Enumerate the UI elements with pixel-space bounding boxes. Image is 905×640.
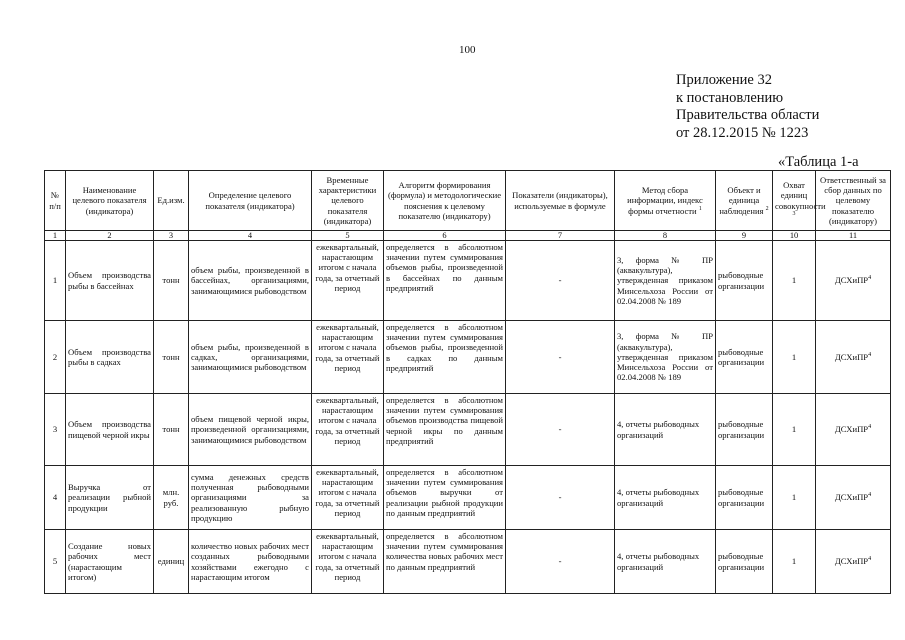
collection-method: 3, форма № ПР (аквакультура), утвержденная приказом Минсельхоза России от 02.04.2008 № 189 (615, 321, 716, 394)
column-number: 6 (384, 231, 506, 241)
footnote-marker: 4 (868, 275, 872, 282)
table-header-row (45, 171, 891, 231)
footnote-marker: 1 (698, 205, 702, 212)
footnote-marker: 4 (868, 424, 872, 431)
table-row (45, 530, 891, 594)
responsible-text: ДСХиПР (834, 351, 869, 362)
appendix-line: Приложение 32 (676, 72, 772, 88)
observation-object: рыбоводные организации (716, 394, 773, 466)
time-characteristics: ежеквартальный, нарастающим итогом с начала года, за отчетный период (312, 321, 384, 394)
collection-method: 4, отчеты рыбоводных организаций (615, 466, 716, 530)
indicator-definition: объем рыбы, произведенной в садках, организациями, занимающимися рыбоводством (189, 321, 312, 394)
calculation-algorithm: определяется в абсолютном значении путем суммирования объемов рыбы, произведенной в садках по данным предприятий (384, 321, 506, 394)
header-cell (773, 171, 826, 231)
indicator-name: Создание новых рабочих мест (нарастающим итогом) (66, 530, 154, 594)
header-cell: Наименование целевого показателя (индикатора) (66, 171, 154, 231)
header-cell: Ед.изм. (154, 171, 189, 231)
indicator-name: Объем производства рыбы в садках (66, 321, 154, 394)
responsible-party (816, 530, 891, 594)
table-row (45, 241, 891, 321)
footnote-marker: 4 (868, 556, 872, 563)
indicator-definition: объем пищевой черной икры, произведенной организациями, занимающимися рыбоводством (189, 394, 312, 466)
responsible-text: ДСХиПР (834, 275, 869, 286)
collection-method: 4, отчеты рыбоводных организаций (615, 394, 716, 466)
responsible-party (816, 394, 891, 466)
formula-indicators: - (506, 321, 615, 394)
header-cell: Временные характеристики целевого показателя (индикатора) (312, 171, 384, 231)
indicator-definition: объем рыбы, произведенной в бассейнах, организациями, занимающимися рыбоводством (189, 241, 312, 321)
appendix-line: Правительства области (676, 107, 820, 123)
indicator-name: Объем производства рыбы в бассейнах (66, 241, 154, 321)
header-cell: № п/п (45, 171, 66, 231)
header-cell: Алгоритм формирования (формула) и методологические пояснения к целевому показателю (индикатору) (384, 171, 506, 231)
appendix-line: от 28.12.2015 № 1223 (676, 124, 809, 141)
responsible-party (816, 466, 891, 530)
header-text: Метод сбора информации, индекс формы отчетности (627, 185, 703, 216)
collection-method: 4, отчеты рыбоводных организаций (615, 530, 716, 594)
header-cell: Показатели (индикаторы), используемые в формуле (506, 171, 615, 231)
footnote-marker: 3 (792, 210, 796, 217)
table-title: «Таблица 1-а (778, 154, 859, 170)
unit: млн. руб. (154, 466, 189, 530)
column-number: 4 (189, 231, 312, 241)
header-text: Охват единиц совокупности (775, 180, 826, 211)
formula-indicators: - (506, 530, 615, 594)
responsible-text: ДСХиПР (834, 424, 869, 435)
footnote-marker: 2 (765, 205, 769, 212)
column-number: 8 (615, 231, 716, 241)
formula-indicators: - (506, 394, 615, 466)
coverage: 1 (773, 321, 816, 394)
table-row (45, 394, 891, 466)
unit: тонн (154, 241, 189, 321)
observation-object: рыбоводные организации (716, 530, 773, 594)
time-characteristics: ежеквартальный, нарастающим итогом с начала года, за отчетный период (312, 241, 384, 321)
header-cell (716, 171, 773, 231)
unit: единиц (154, 530, 189, 594)
indicator-name: Выручка от реализации рыбной продукции (66, 466, 154, 530)
responsible-party (816, 241, 891, 321)
row-number: 2 (45, 321, 66, 394)
observation-object: рыбоводные организации (716, 241, 773, 321)
coverage: 1 (773, 394, 816, 466)
time-characteristics: ежеквартальный, нарастающим итогом с начала года, за отчетный период (312, 530, 384, 594)
row-number: 3 (45, 394, 66, 466)
indicator-name: Объем производства пищевой черной икры (66, 394, 154, 466)
time-characteristics: ежеквартальный, нарастающим итогом с начала года, за отчетный период (312, 394, 384, 466)
appendix-heading (676, 72, 819, 142)
calculation-algorithm: определяется в абсолютном значении путем суммирования объемов производства пищевой черной икры по данным предприятий (384, 394, 506, 466)
footnote-marker: 4 (868, 492, 872, 499)
time-characteristics: ежеквартальный, нарастающим итогом с начала года, за отчетный период (312, 466, 384, 530)
column-number: 10 (773, 231, 816, 241)
responsible-text: ДСХиПР (834, 556, 869, 567)
calculation-algorithm: определяется в абсолютном значении путем суммирования объемов выручки от реализации рыбной продукции по данным предприятий (384, 466, 506, 530)
coverage: 1 (773, 530, 816, 594)
indicator-definition: количество новых рабочих мест созданных рыбоводными хозяйствами ежегодно с нарастающим итогом (189, 530, 312, 594)
page-number: 100 (459, 44, 476, 56)
observation-object: рыбоводные организации (716, 466, 773, 530)
formula-indicators: - (506, 466, 615, 530)
column-number: 7 (506, 231, 615, 241)
collection-method: 3, форма № ПР (аквакультура), утвержденная приказом Минсельхоза России от 02.04.2008 № 189 (615, 241, 716, 321)
calculation-algorithm: определяется в абсолютном значении путем суммирования количества новых рабочих мест по данным предприятий (384, 530, 506, 594)
header-text: Объект и единица наблюдения (719, 185, 764, 216)
column-number: 1 (45, 231, 66, 241)
indicator-definition: сумма денежных средств полученная рыбоводными организациями за реализованную рыбную продукцию (189, 466, 312, 530)
unit: тонн (154, 394, 189, 466)
observation-object: рыбоводные организации (716, 321, 773, 394)
column-number: 5 (312, 231, 384, 241)
table-row (45, 321, 891, 394)
header-cell: Ответственный за сбор данных по целевому показателю (индикатору) (816, 171, 891, 231)
appendix-line: к постановлению (676, 89, 784, 106)
row-number: 1 (45, 241, 66, 321)
table-row (45, 466, 891, 530)
indicators-table (44, 170, 891, 594)
column-number: 2 (66, 231, 154, 241)
calculation-algorithm: определяется в абсолютном значении путем суммирования объемов рыбы, произведенной в бассейнах по данным предприятий (384, 241, 506, 321)
row-number: 4 (45, 466, 66, 530)
footnote-marker: 4 (868, 352, 872, 359)
column-number: 11 (816, 231, 891, 241)
responsible-text: ДСХиПР (834, 492, 869, 503)
column-number-row (45, 231, 891, 241)
column-number: 3 (154, 231, 189, 241)
coverage: 1 (773, 241, 816, 321)
row-number: 5 (45, 530, 66, 594)
unit: тонн (154, 321, 189, 394)
coverage: 1 (773, 466, 816, 530)
responsible-party (816, 321, 891, 394)
formula-indicators: - (506, 241, 615, 321)
header-cell (615, 171, 716, 231)
column-number: 9 (716, 231, 773, 241)
header-cell: Определение целевого показателя (индикатора) (189, 171, 312, 231)
